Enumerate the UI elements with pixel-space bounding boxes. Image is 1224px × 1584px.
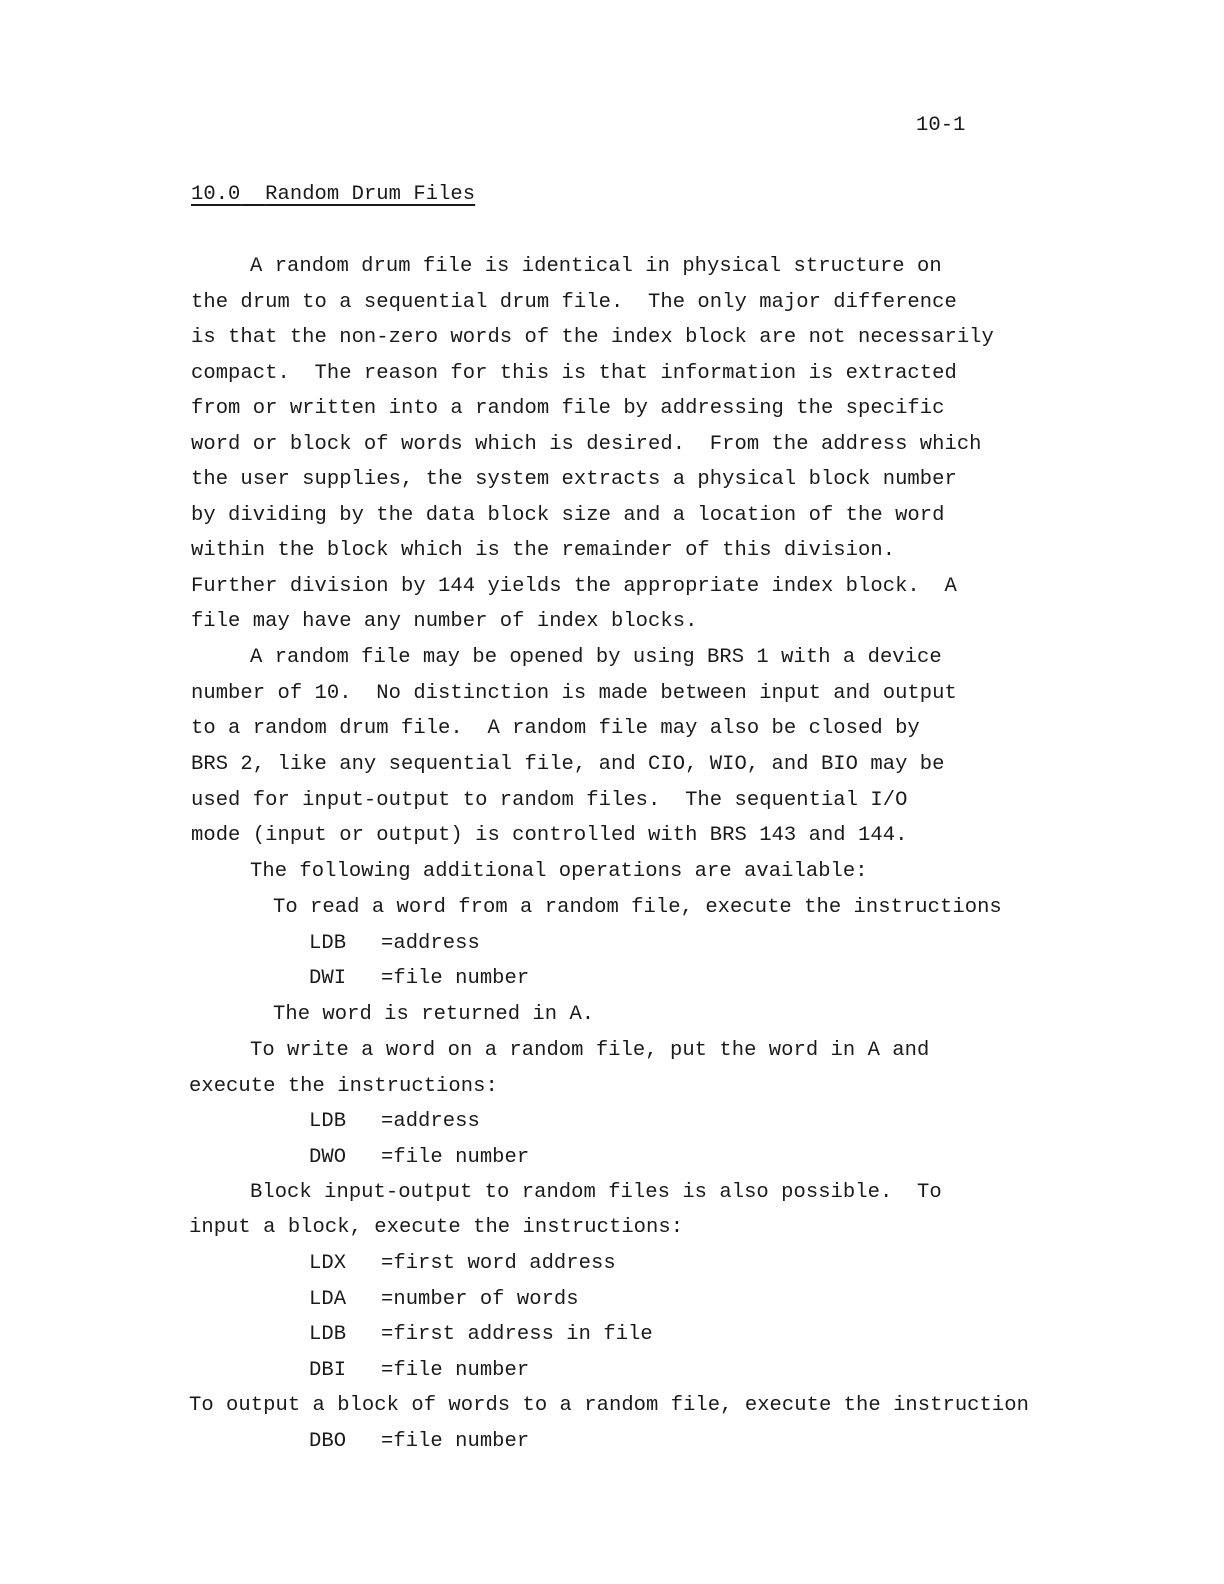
section-title: Random Drum Files	[265, 183, 476, 206]
read-word-note: The word is returned in A.	[273, 1003, 595, 1026]
operand: =file number	[381, 1146, 530, 1169]
operand: =file number	[381, 967, 530, 990]
opcode: LDA	[309, 1288, 347, 1311]
paragraph-1-line: within the block which is the remainder of this division.	[191, 539, 896, 562]
opcode: DBO	[309, 1430, 347, 1453]
operand: =first address in file	[381, 1323, 653, 1346]
operand: =first word address	[381, 1252, 616, 1275]
paragraph-1-line: Further division by 144 yields the appropriate index block. A	[191, 575, 957, 598]
paragraph-2-line: A random file may be opened by using BRS 1 with a device	[250, 646, 942, 669]
block-output-instruction: To output a block of words to a random file, execute the instruction	[189, 1394, 1029, 1417]
code-line	[309, 1430, 529, 1454]
operand: =number of words	[381, 1288, 579, 1311]
block-input-line: Block input-output to random files is also possible. To	[250, 1181, 942, 1204]
code-line	[309, 967, 529, 991]
opcode: LDB	[309, 1110, 347, 1133]
page-number: 10-1	[916, 114, 966, 137]
paragraph-1-line: A random drum file is identical in physical structure on	[250, 255, 942, 278]
operand: =file number	[381, 1430, 530, 1453]
opcode: DBI	[309, 1359, 347, 1382]
operand: =file number	[381, 1359, 530, 1382]
opcode: DWI	[309, 967, 347, 990]
section-heading	[191, 183, 475, 207]
paragraph-1-line: the drum to a sequential drum file. The only major difference	[191, 291, 957, 314]
code-line	[309, 1110, 480, 1134]
section-number: 10.0	[191, 183, 241, 206]
block-input-line: input a block, execute the instructions:	[189, 1216, 684, 1239]
read-word-instruction: To read a word from a random file, execute the instructions	[273, 896, 1002, 919]
paragraph-1-line: from or written into a random file by addressing the specific	[191, 397, 945, 420]
operand: =address	[381, 932, 480, 955]
operand: =address	[381, 1110, 480, 1133]
paragraph-2-line: BRS 2, like any sequential file, and CIO, WIO, and BIO may be	[191, 753, 945, 776]
paragraph-1-line: by dividing by the data block size and a location of the word	[191, 504, 945, 527]
operations-intro: The following additional operations are available:	[250, 860, 868, 883]
paragraph-2-line: mode (input or output) is controlled with BRS 143 and 144.	[191, 824, 908, 847]
paragraph-2-line: number of 10. No distinction is made between input and output	[191, 682, 957, 705]
paragraph-1-line: the user supplies, the system extracts a physical block number	[191, 468, 957, 491]
paragraph-1-line: file may have any number of index blocks.	[191, 610, 698, 633]
opcode: LDB	[309, 1323, 347, 1346]
paragraph-2-line: to a random drum file. A random file may also be closed by	[191, 717, 920, 740]
paragraph-1-line: compact. The reason for this is that information is extracted	[191, 362, 957, 385]
code-line	[309, 1146, 529, 1170]
code-line	[309, 1252, 616, 1276]
opcode: DWO	[309, 1146, 347, 1169]
paragraph-1-line: word or block of words which is desired. From the address which	[191, 433, 982, 456]
paragraph-2-line: used for input-output to random files. The sequential I/O	[191, 789, 908, 812]
code-line	[309, 932, 480, 956]
code-line	[309, 1323, 653, 1347]
write-word-line: To write a word on a random file, put the word in A and	[250, 1039, 930, 1062]
write-word-line: execute the instructions:	[189, 1075, 498, 1098]
opcode: LDX	[309, 1252, 347, 1275]
code-line	[309, 1288, 579, 1312]
opcode: LDB	[309, 932, 347, 955]
paragraph-1-line: is that the non-zero words of the index block are not necessarily	[191, 326, 994, 349]
code-line	[309, 1359, 529, 1383]
